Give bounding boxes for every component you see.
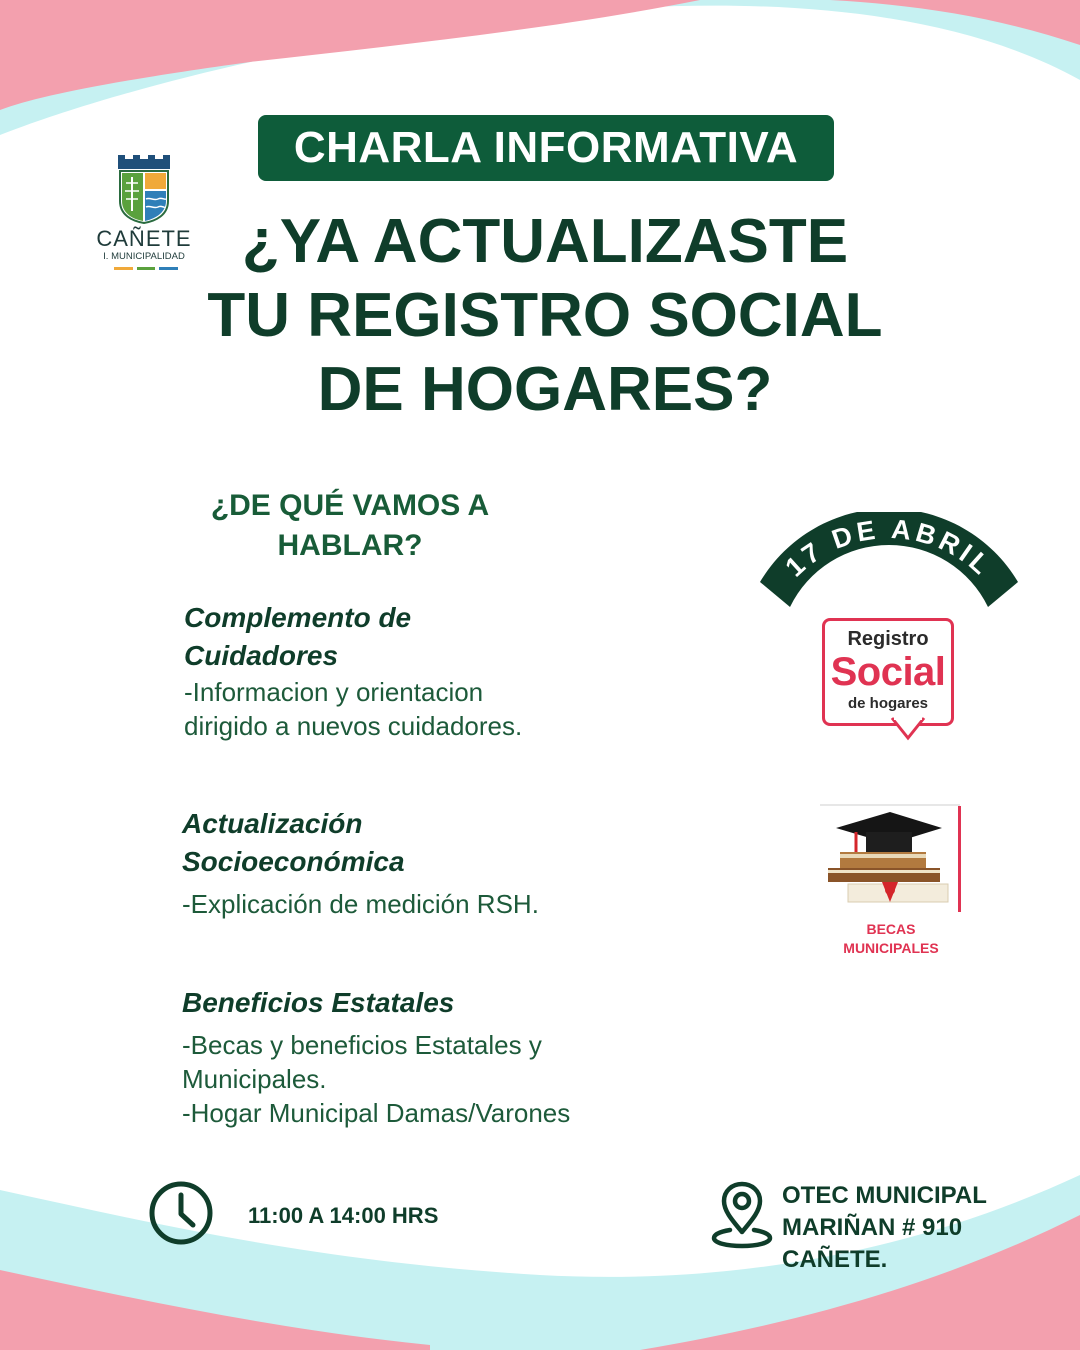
question-line: ¿DE QUÉ VAMOS A: [210, 489, 490, 522]
title-line: DE HOGARES?: [317, 355, 773, 424]
becas-label: [820, 920, 962, 958]
rsh-speech-tail-icon: [888, 716, 928, 742]
logo-name: CAÑETE: [96, 226, 192, 251]
topics-question: [150, 486, 550, 566]
topic-description: -Becas y beneficios Estatales y: [182, 1030, 542, 1060]
becas-line: BECAS: [866, 921, 916, 937]
address-line: MARIÑAN # 910: [782, 1214, 963, 1241]
question-line: HABLAR?: [277, 529, 423, 562]
topic-cuidadores: [184, 599, 704, 743]
topic-beneficios: [182, 984, 702, 1130]
topic-description: -Explicación de medición RSH.: [182, 889, 539, 919]
address-line: OTEC MUNICIPAL: [782, 1182, 987, 1209]
topic-title: Actualización: [182, 808, 363, 839]
rsh-logo-line3: de hogares: [847, 695, 929, 712]
title-line: TU REGISTRO SOCIAL: [207, 281, 883, 350]
topic-title: Socioeconómica: [182, 846, 405, 877]
rsh-logo-line2: Social: [830, 650, 946, 694]
becas-line: MUNICIPALES: [843, 940, 939, 956]
topic-description: dirigido a nuevos cuidadores.: [184, 711, 523, 741]
graduation-books-icon: [818, 804, 962, 914]
page-title: [150, 205, 940, 427]
date-label: 17 DE ABRIL: [779, 513, 999, 583]
address-line: CAÑETE.: [782, 1246, 888, 1273]
topic-title: Complemento de: [184, 602, 412, 633]
location-pin-icon: [710, 1180, 774, 1250]
topic-description: Municipales.: [182, 1064, 327, 1094]
topic-title: Cuidadores: [184, 640, 339, 671]
location-address: [782, 1180, 987, 1276]
charla-banner: CHARLA INFORMATIVA: [258, 115, 834, 181]
logo-subtitle: I. MUNICIPALIDAD: [103, 251, 185, 262]
topic-socioeconomica: [182, 805, 702, 921]
topic-description: -Informacion y orientacion: [184, 677, 484, 707]
topic-title: Beneficios Estatales: [182, 987, 455, 1018]
title-line: ¿YA ACTUALIZASTE: [241, 207, 849, 276]
schedule-time: 11:00 A 14:00 HRS: [248, 1203, 439, 1228]
topic-description: -Hogar Municipal Damas/Varones: [182, 1098, 571, 1128]
clock-icon: [148, 1180, 214, 1246]
rsh-logo-line1: Registro: [847, 628, 929, 650]
date-badge: [748, 512, 1028, 622]
